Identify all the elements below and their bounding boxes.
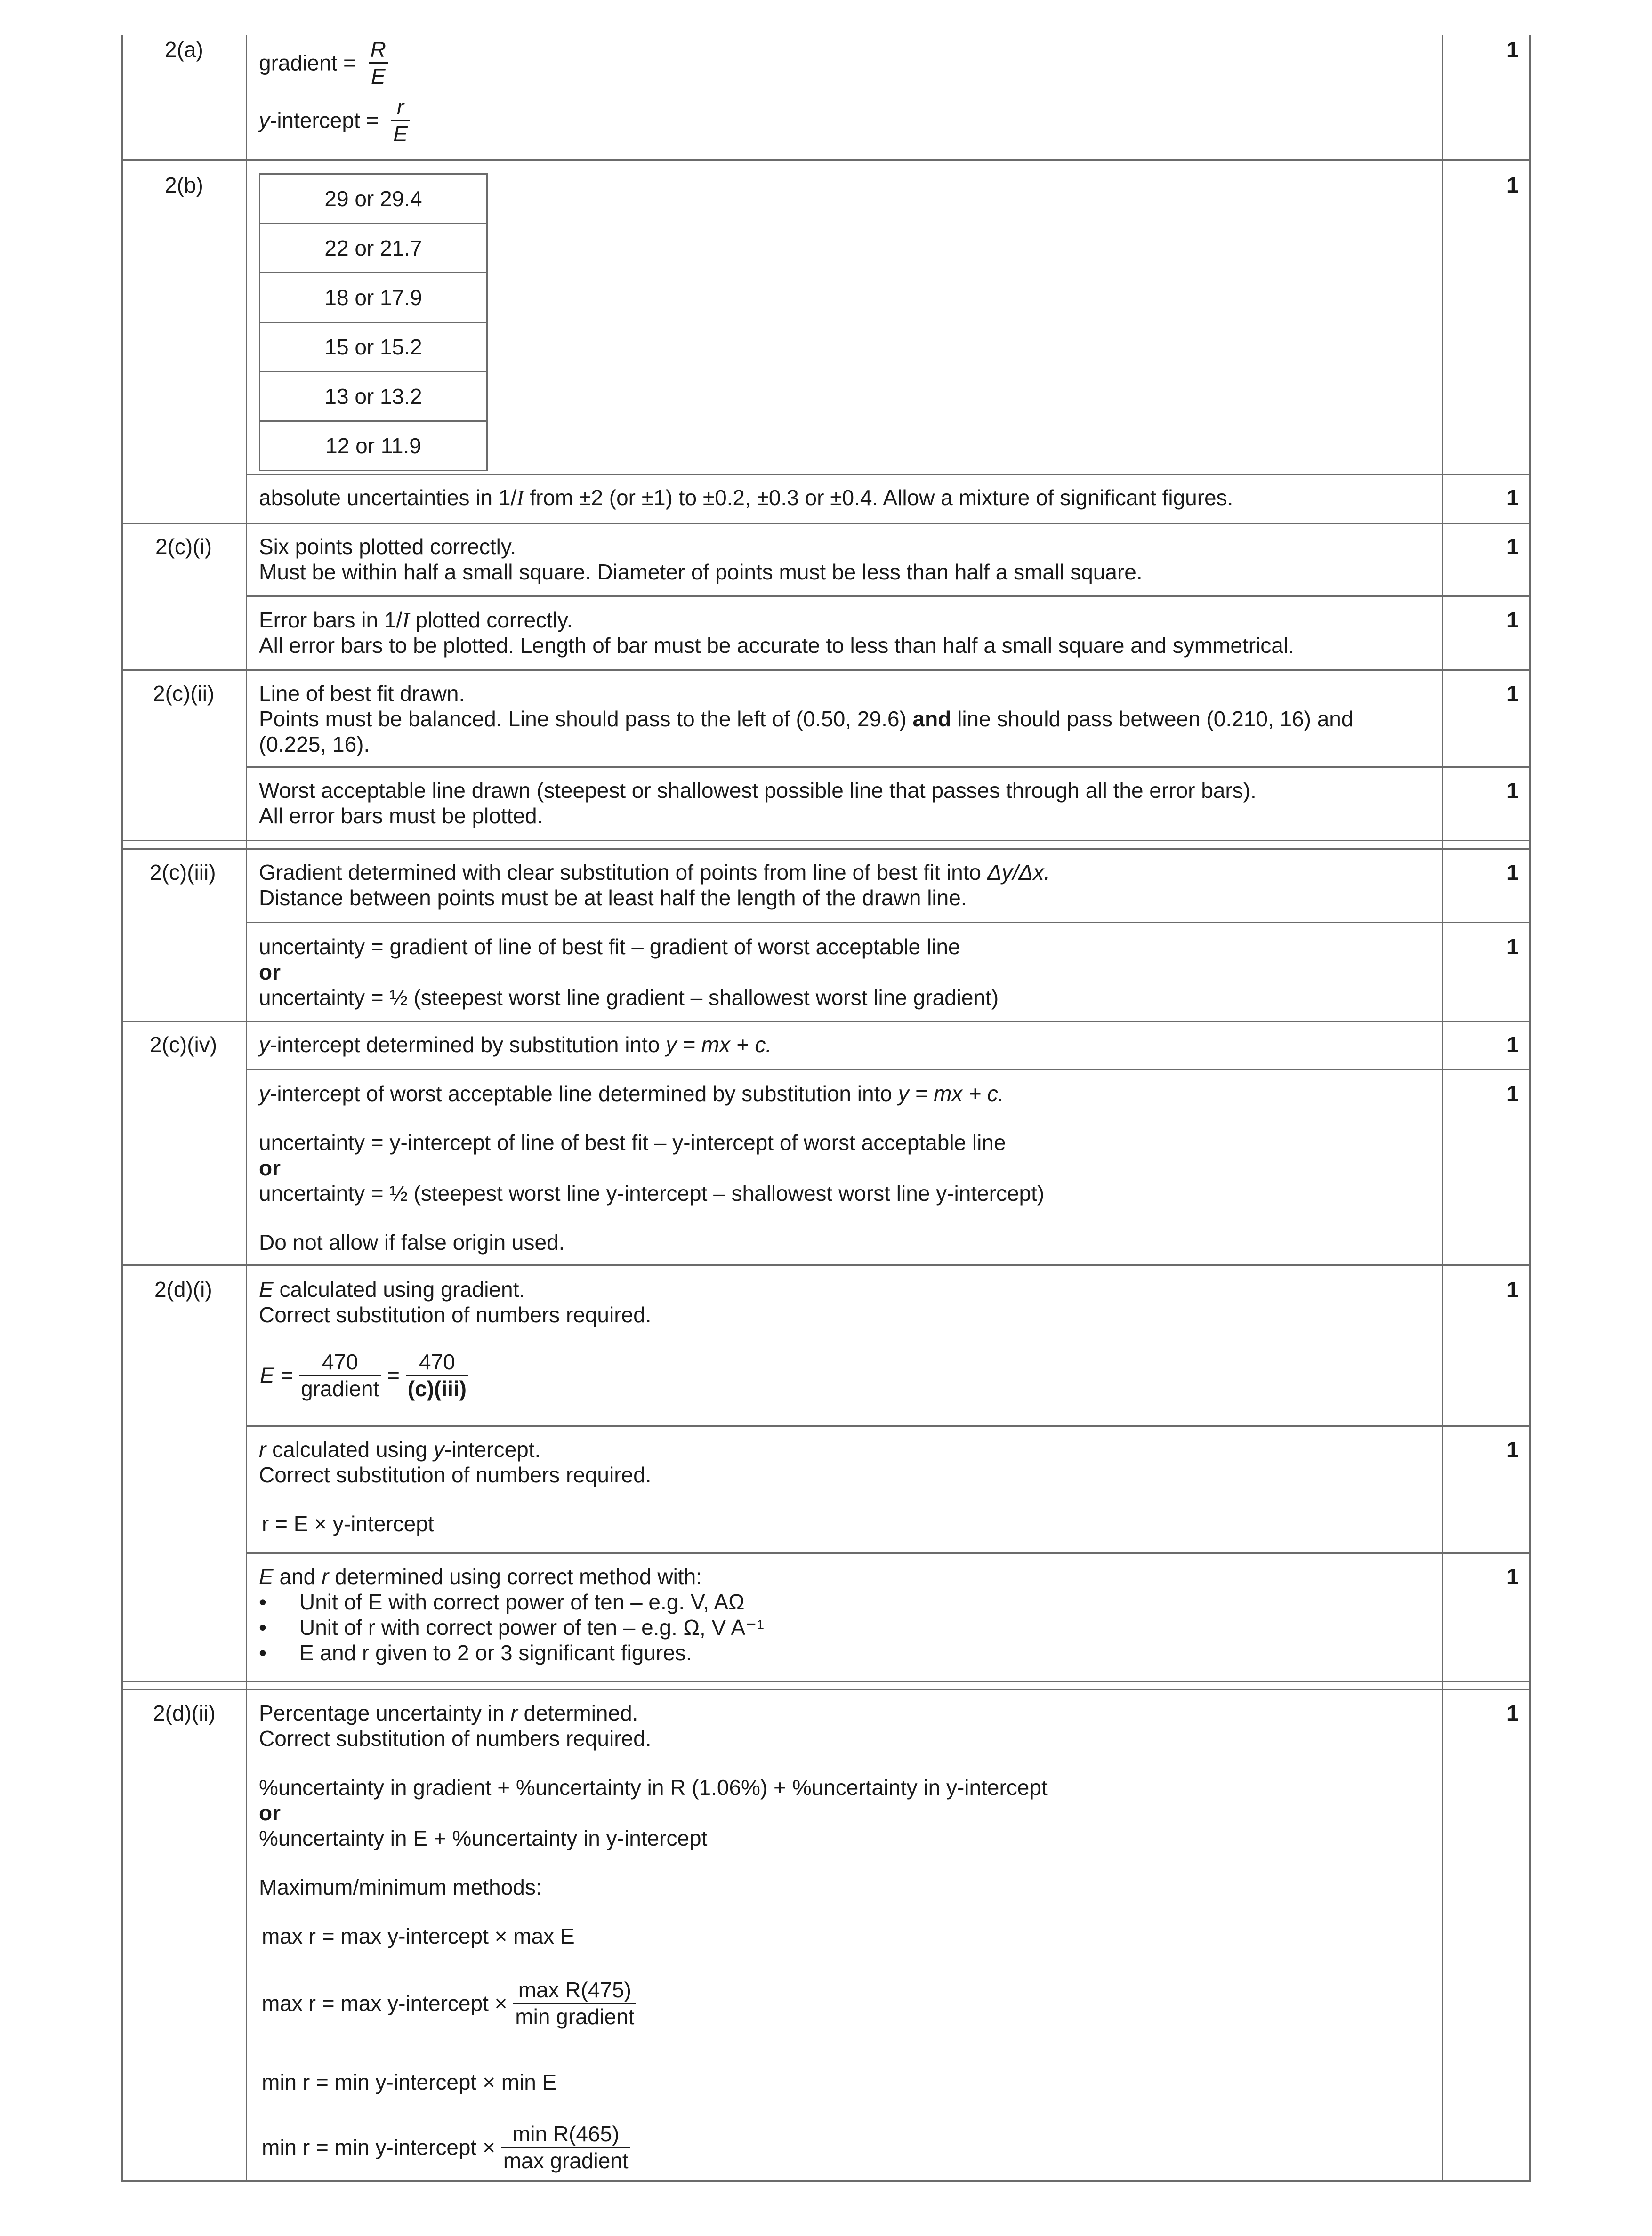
criterion-text bbox=[259, 1081, 1004, 1106]
table-mark-divider bbox=[1442, 35, 1443, 2182]
sub-row-sep bbox=[246, 595, 1531, 597]
table-cell: 18 or 17.9 bbox=[259, 273, 488, 323]
criterion-text: Distance between points must be at least half the length of the drawn line. bbox=[259, 885, 967, 910]
sub-row-sep bbox=[246, 1069, 1531, 1070]
criterion-text: %uncertainty in gradient + %uncertainty in R (1.06%) + %uncertainty in y-intercept bbox=[259, 1775, 1048, 1800]
sub-row-sep bbox=[246, 922, 1531, 923]
mark-value: 1 bbox=[1507, 485, 1519, 510]
fraction-numerator: 470 bbox=[322, 1350, 358, 1374]
table-right-border bbox=[1529, 35, 1531, 2182]
text-span: y bbox=[259, 1081, 270, 1106]
mark-value: 1 bbox=[1507, 778, 1519, 803]
fraction-numerator: 470 bbox=[419, 1350, 455, 1374]
mark-value: 1 bbox=[1507, 1701, 1519, 1725]
question-label: 2(a) bbox=[165, 37, 203, 62]
criterion-text bbox=[259, 860, 1050, 885]
delta-expression: Δy/Δx. bbox=[987, 860, 1050, 885]
mark-value: 1 bbox=[1507, 37, 1519, 62]
text-span: -intercept of worst acceptable line determined by substitution into bbox=[270, 1081, 898, 1106]
row-sep bbox=[121, 159, 1531, 161]
current-symbol: I bbox=[402, 608, 410, 632]
table-cell: 12 or 11.9 bbox=[259, 422, 488, 471]
fraction-numerator: max R(475) bbox=[518, 1978, 631, 2002]
sub-row-sep bbox=[246, 1552, 1531, 1554]
text-span: y bbox=[433, 1437, 444, 1462]
intercept-expression bbox=[259, 94, 410, 147]
equation-lhs: min r = min y-intercept × bbox=[262, 2135, 495, 2160]
criterion-text bbox=[259, 1437, 540, 1462]
table-cell: 13 or 13.2 bbox=[259, 372, 488, 422]
criterion-text bbox=[259, 1277, 525, 1302]
row-sep bbox=[121, 840, 1531, 841]
text-span: calculated using gradient. bbox=[273, 1277, 525, 1302]
fraction-numerator: min R(465) bbox=[512, 2122, 620, 2146]
gradient-label: gradient = bbox=[259, 50, 356, 75]
text-span: and bbox=[912, 707, 951, 731]
row-sep bbox=[121, 1681, 1531, 1682]
mark-value: 1 bbox=[1507, 934, 1519, 959]
fraction-denominator: E bbox=[369, 62, 388, 89]
fraction-denominator: (c)(iii) bbox=[406, 1375, 468, 1401]
mark-value: 1 bbox=[1507, 1277, 1519, 1302]
min-r-fraction-equation bbox=[262, 2121, 630, 2174]
mark-value: 1 bbox=[1507, 860, 1519, 885]
sub-row-sep bbox=[246, 1425, 1531, 1427]
bullet-dot: • bbox=[259, 1641, 267, 1665]
criterion-text: Do not allow if false origin used. bbox=[259, 1230, 565, 1255]
bullet-dot: • bbox=[259, 1590, 267, 1614]
equals-sign: = bbox=[387, 1363, 400, 1388]
mark-value: 1 bbox=[1507, 534, 1519, 559]
intercept-y: y bbox=[259, 108, 270, 133]
question-label: 2(c)(ii) bbox=[153, 681, 215, 706]
mark-value: 1 bbox=[1507, 1564, 1519, 1589]
min-r-equation: min r = min y-intercept × min E bbox=[262, 2070, 557, 2094]
fraction-numerator: r bbox=[396, 95, 404, 119]
row-sep bbox=[121, 1689, 1531, 1690]
text-span: absolute uncertainties in 1/ bbox=[259, 485, 517, 510]
intercept-label: -intercept = bbox=[270, 108, 379, 133]
mark-value: 1 bbox=[1507, 1081, 1519, 1106]
question-label: 2(c)(iii) bbox=[150, 860, 216, 885]
fraction-denominator: min gradient bbox=[513, 2003, 636, 2029]
equation-fraction bbox=[501, 2121, 630, 2174]
sub-row-sep bbox=[246, 766, 1531, 768]
question-label: 2(d)(i) bbox=[154, 1277, 212, 1302]
criterion-text: Correct substitution of numbers required. bbox=[259, 1726, 652, 1751]
mark-value: 1 bbox=[1507, 1437, 1519, 1462]
uncertainty-line bbox=[259, 485, 1233, 511]
question-label: 2(d)(ii) bbox=[153, 1701, 216, 1725]
sub-row-sep bbox=[246, 474, 1531, 475]
criterion-text: Correct substitution of numbers required. bbox=[259, 1303, 652, 1327]
question-label: 2(c)(iv) bbox=[150, 1032, 218, 1057]
criterion-text bbox=[259, 607, 572, 633]
text-span: E bbox=[259, 1277, 274, 1302]
equation-fraction bbox=[513, 1977, 636, 2030]
current-symbol: I bbox=[516, 486, 524, 510]
criterion-text bbox=[259, 1700, 638, 1726]
or-text: or bbox=[259, 1156, 281, 1180]
text-span: Percentage uncertainty in bbox=[259, 1701, 511, 1725]
row-sep bbox=[121, 669, 1531, 671]
row-sep bbox=[121, 523, 1531, 524]
criterion-text: All error bars to be plotted. Length of bar must be accurate to less than half a small square and symmetrical. bbox=[259, 633, 1294, 658]
equation-text: y = mx + c. bbox=[898, 1081, 1004, 1106]
text-span: Gradient determined with clear substitution of points from line of best fit into bbox=[259, 860, 987, 885]
equation-fraction bbox=[406, 1349, 468, 1402]
mark-value: 1 bbox=[1507, 173, 1519, 197]
text-span: r bbox=[259, 1437, 266, 1462]
mark-value: 1 bbox=[1507, 1032, 1519, 1057]
text-span: Error bars in 1/ bbox=[259, 608, 403, 632]
E-equation bbox=[260, 1349, 468, 1402]
question-label: 2(c)(i) bbox=[155, 534, 212, 559]
criterion-text: %uncertainty in E + %uncertainty in y-intercept bbox=[259, 1826, 708, 1850]
criterion-text: Maximum/minimum methods: bbox=[259, 1875, 542, 1899]
mark-value: 1 bbox=[1507, 608, 1519, 632]
fraction-numerator: R bbox=[370, 37, 386, 62]
bullet-item: Unit of r with correct power of ten – e.g. Ω, V A⁻¹ bbox=[299, 1615, 764, 1640]
gradient-fraction bbox=[369, 37, 388, 89]
table-cell: 22 or 21.7 bbox=[259, 224, 488, 273]
text-span: calculated using bbox=[266, 1437, 434, 1462]
table-cell: 15 or 15.2 bbox=[259, 323, 488, 372]
r-equation: r = E × y-intercept bbox=[262, 1512, 434, 1536]
table-col-divider bbox=[246, 35, 247, 2182]
bullet-item: Unit of E with correct power of ten – e.g. V, AΩ bbox=[299, 1590, 745, 1614]
text-span: r bbox=[510, 1701, 518, 1725]
criterion-text: uncertainty = gradient of line of best fit – gradient of worst acceptable line bbox=[259, 934, 960, 959]
equation-lhs: max r = max y-intercept × bbox=[262, 1991, 508, 2016]
text-span: -intercept. bbox=[444, 1437, 541, 1462]
text-span: -intercept determined by substitution into bbox=[270, 1032, 666, 1057]
text-span: r bbox=[322, 1564, 329, 1589]
text-span: determined. bbox=[517, 1701, 638, 1725]
text-span: E bbox=[259, 1564, 274, 1589]
gradient-expression bbox=[259, 37, 388, 89]
fraction-denominator: max gradient bbox=[501, 2147, 630, 2173]
intercept-fraction bbox=[391, 94, 410, 147]
criterion-text bbox=[259, 706, 1353, 732]
criterion-text: Line of best fit drawn. bbox=[259, 681, 465, 706]
or-text: or bbox=[259, 960, 281, 984]
text-span: line should pass between (0.210, 16) and bbox=[951, 707, 1354, 731]
criterion-text: All error bars must be plotted. bbox=[259, 804, 543, 828]
max-r-equation: max r = max y-intercept × max E bbox=[262, 1924, 575, 1948]
criterion-text: Six points plotted correctly. bbox=[259, 534, 516, 559]
max-r-fraction-equation bbox=[262, 1977, 636, 2030]
table-left-border bbox=[121, 35, 123, 2182]
question-label: 2(b) bbox=[165, 173, 203, 197]
row-sep bbox=[121, 1021, 1531, 1022]
table-bottom-border bbox=[121, 2180, 1531, 2182]
text-span: Points must be balanced. Line should pass to the left of (0.50, 29.6) bbox=[259, 707, 913, 731]
criterion-text bbox=[259, 1564, 702, 1589]
mark-value: 1 bbox=[1507, 681, 1519, 706]
fraction-denominator: E bbox=[391, 120, 410, 146]
text-span: determined using correct method with: bbox=[329, 1564, 702, 1589]
criterion-text: uncertainty = ½ (steepest worst line y-intercept – shallowest worst line y-intercept) bbox=[259, 1181, 1045, 1206]
criterion-text bbox=[259, 1032, 772, 1057]
values-table bbox=[259, 173, 488, 471]
equation-fraction bbox=[299, 1349, 381, 1402]
criterion-text: (0.225, 16). bbox=[259, 732, 370, 756]
equation-text: y = mx + c. bbox=[666, 1032, 772, 1057]
text-span: and bbox=[273, 1564, 322, 1589]
criterion-text: Must be within half a small square. Diameter of points must be less than half a small square. bbox=[259, 560, 1143, 584]
criterion-text: Worst acceptable line drawn (steepest or shallowest possible line that passes through all the error bars). bbox=[259, 778, 1257, 803]
bullet-item: E and r given to 2 or 3 significant figures. bbox=[299, 1641, 692, 1665]
criterion-text: Correct substitution of numbers required. bbox=[259, 1463, 652, 1487]
row-sep bbox=[121, 1264, 1531, 1266]
row-sep bbox=[121, 848, 1531, 850]
bullet-dot: • bbox=[259, 1615, 267, 1640]
criterion-text: uncertainty = ½ (steepest worst line gradient – shallowest worst line gradient) bbox=[259, 985, 999, 1010]
equation-lhs: E = bbox=[260, 1363, 293, 1388]
text-span: from ±2 (or ±1) to ±0.2, ±0.3 or ±0.4. Allow a mixture of significant figures. bbox=[524, 485, 1233, 510]
text-span: y bbox=[259, 1032, 270, 1057]
criterion-text: uncertainty = y-intercept of line of best fit – y-intercept of worst acceptable line bbox=[259, 1130, 1006, 1155]
or-text: or bbox=[259, 1801, 281, 1825]
table-cell: 29 or 29.4 bbox=[259, 173, 488, 224]
fraction-denominator: gradient bbox=[299, 1375, 381, 1401]
text-span: plotted correctly. bbox=[409, 608, 573, 632]
